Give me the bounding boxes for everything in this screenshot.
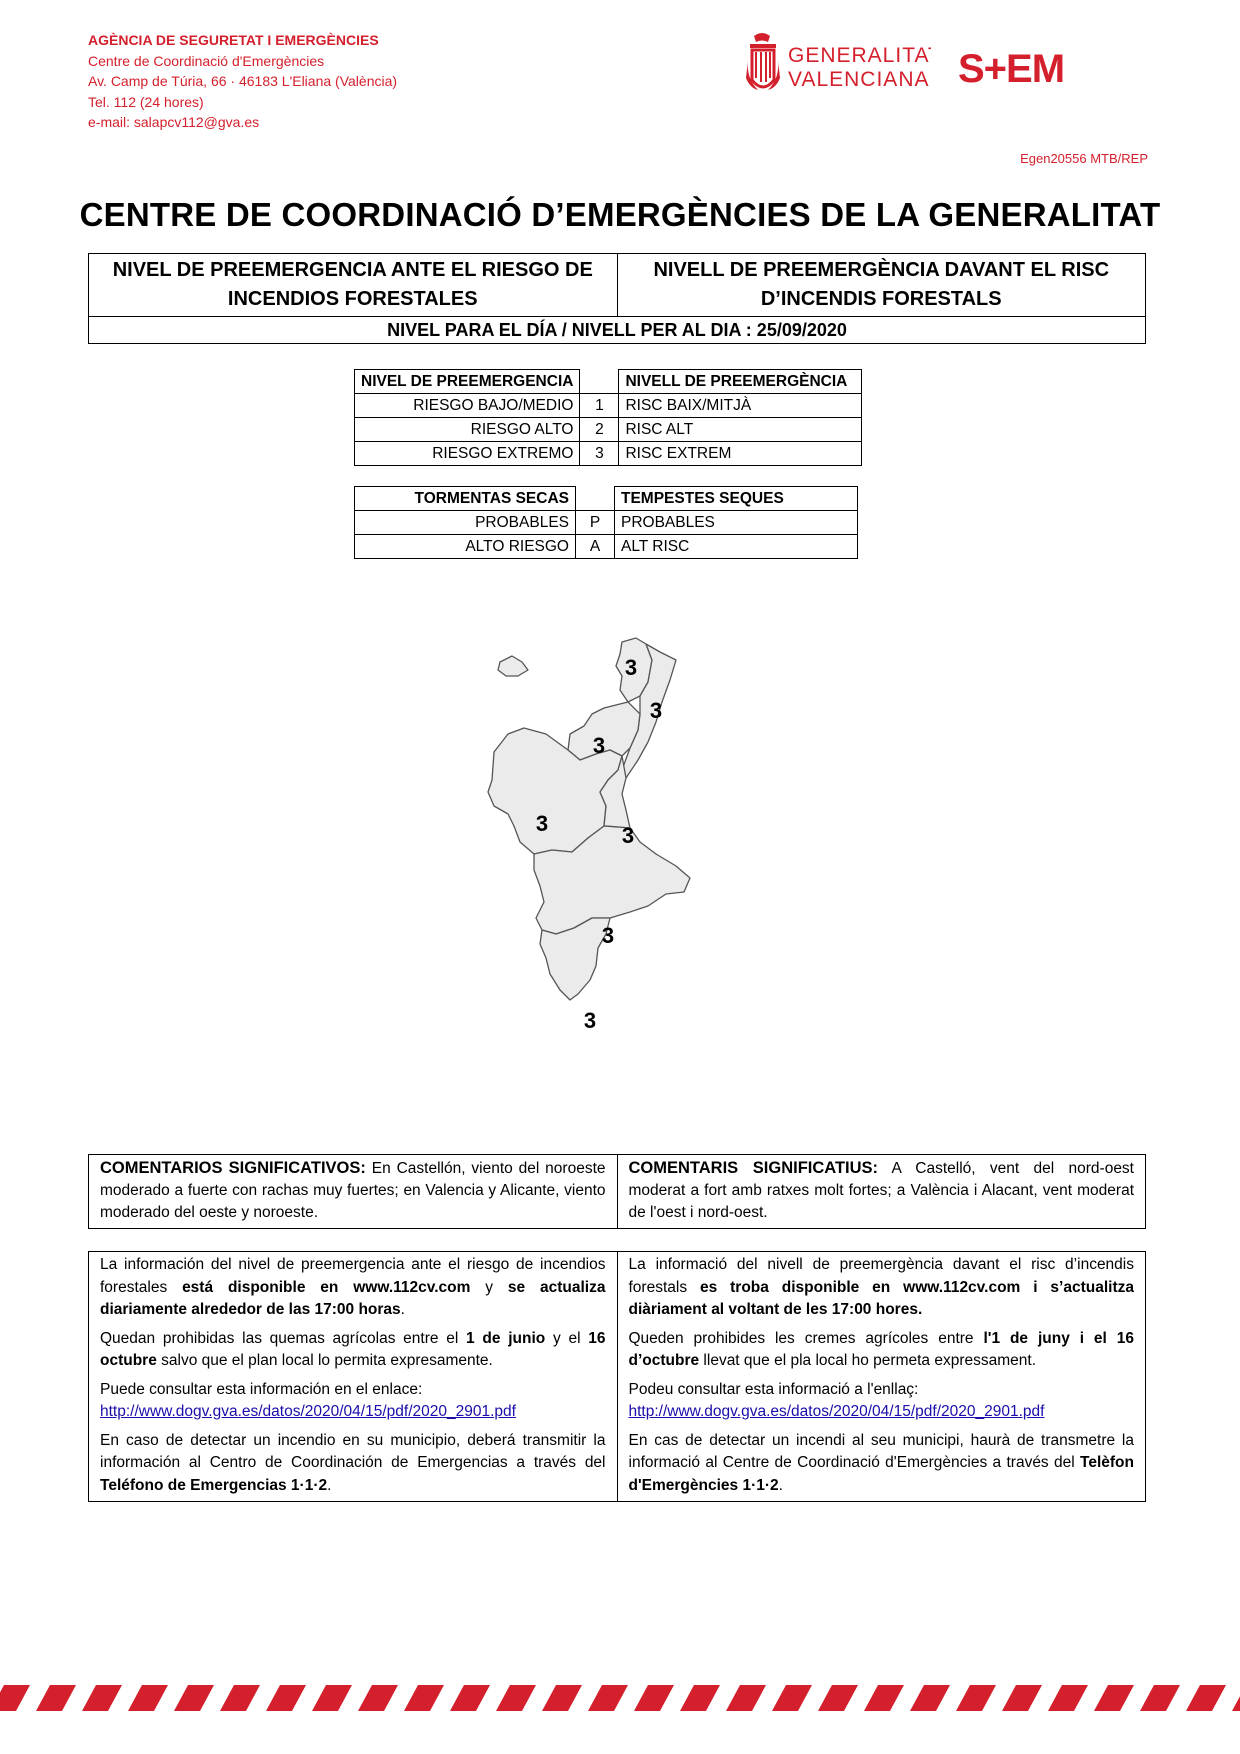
map-zone-1-level: 3	[624, 655, 638, 680]
dogv-link-es[interactable]: http://www.dogv.gva.es/datos/2020/04/15/pdf/2020_2901.pdf	[100, 1403, 516, 1420]
legend-level-row	[355, 442, 862, 466]
legend-level-va: RISC EXTREM	[619, 442, 862, 466]
footer-stripe	[220, 1685, 260, 1711]
header-es-line2: INCENDIOS FORESTALES	[227, 288, 478, 310]
comunitat-valenciana-zones-map	[480, 630, 720, 1080]
comments-va-heading: COMENTARIS SIGNIFICATIUS:	[628, 1159, 879, 1177]
footer-stripe	[1094, 1685, 1134, 1711]
legend-level-es: RIESGO ALTO	[355, 418, 580, 442]
comments-es-text: En Castellón, viento del noroeste moderado a fuerte con rachas muy fuertes; en Valencia y Alicante, viento moderado del oeste y noroeste.	[100, 1160, 606, 1221]
legend-level-va: RISC ALT	[619, 418, 862, 442]
header-es-line1: NIVEL DE PREEMERGENCIA ANTE EL RIESGO DE	[112, 259, 593, 281]
dogv-link-va[interactable]: http://www.dogv.gva.es/datos/2020/04/15/pdf/2020_2901.pdf	[628, 1403, 1045, 1420]
footer-stripe	[910, 1685, 950, 1711]
footer-stripe	[1232, 1685, 1240, 1711]
agency-email: e-mail: salapcv112@gva.es	[88, 114, 260, 130]
footer-stripe	[450, 1685, 490, 1711]
footer-stripe	[1186, 1685, 1226, 1711]
legend-storm-es: ALTO RIESGO	[355, 535, 576, 559]
legend-spacer	[580, 370, 619, 394]
footer-stripe	[82, 1685, 122, 1711]
legend-spacer	[576, 487, 615, 511]
legend-storm-row	[355, 511, 858, 535]
footer-stripe	[864, 1685, 904, 1711]
legend-storm-va: PROBABLES	[615, 511, 858, 535]
footer-stripe	[174, 1685, 214, 1711]
map-zone-7-level: 3	[583, 1008, 597, 1033]
footer-stripe	[1002, 1685, 1042, 1711]
footer-stripe	[128, 1685, 168, 1711]
preemergency-header-table	[88, 253, 1146, 344]
legend-storm-es: PROBABLES	[355, 511, 576, 535]
footer-stripe	[956, 1685, 996, 1711]
agency-phone: Tel. 112 (24 hores)	[88, 93, 204, 110]
header-va-line1: NIVELL DE PREEMERGÈNCIA DAVANT EL RISC	[653, 259, 1110, 281]
info-va-availability: La informació del nivell de preemergència davant el risc d’incendis forestals es troba disponible en www.112cv.com i s’actualitza diàriament al voltant de les 17:00 hores.	[628, 1256, 1134, 1318]
comments-va	[617, 1155, 1146, 1229]
comments-es	[89, 1155, 618, 1229]
comments-table	[88, 1154, 1146, 1229]
comments-va-text: A Castelló, vent del nord-oest moderat a fort amb ratxes molt fortes; a València i Alacant, vent moderat de l'oest i nord-oest.	[628, 1160, 1134, 1221]
legend-level-row	[355, 394, 862, 418]
legend-level-code: 1	[580, 394, 619, 418]
footer-stripe	[36, 1685, 76, 1711]
map-zone-2-level: 3	[649, 698, 663, 723]
legend-levels-header-va: NIVELL DE PREEMERGÈNCIA	[619, 370, 862, 394]
header-va-cell	[617, 254, 1146, 317]
info-va-burn-ban: Queden prohibides les cremes agrícoles entre l'1 de juny i el 16 d’octubre llevat que el pla local ho permeta expressament.	[628, 1329, 1134, 1369]
legend-level-es: RIESGO BAJO/MEDIO	[355, 394, 580, 418]
footer-stripes-decoration	[0, 1683, 1240, 1713]
footer-stripe	[634, 1685, 674, 1711]
legend-storms-header-va: TEMPESTES SEQUES	[615, 487, 858, 511]
info-es-burn-ban: Quedan prohibidas las quemas agrícolas entre el 1 de junio y el 16 octubre salvo que el plan local lo permita expresamente.	[100, 1329, 606, 1369]
footer-stripe	[1140, 1685, 1180, 1711]
info-es	[89, 1252, 618, 1502]
footer-stripe	[818, 1685, 858, 1711]
footer-stripe	[0, 1685, 30, 1711]
footer-stripe	[1048, 1685, 1088, 1711]
map-zone-5-level: 3	[621, 823, 635, 848]
agency-centre: Centre de Coordinació d'Emergències	[88, 52, 325, 69]
generalitat-valenciana-logo	[746, 30, 931, 110]
footer-stripe	[726, 1685, 766, 1711]
map-zone-6-level: 3	[601, 923, 615, 948]
page-title: CENTRE DE COORDINACIÓ D’EMERGÈNCIES DE LA GENERALITAT	[79, 196, 1161, 233]
header-va-line2: D’INCENDIS FORESTALS	[760, 288, 1002, 310]
level-date: NIVEL PARA EL DÍA / NIVELL PER AL DIA : 25/09/2020	[89, 317, 1146, 344]
legend-level-code: 3	[580, 442, 619, 466]
info-es-link-para: Puede consultar esta información en el enlace: http://www.dogv.gva.es/datos/2020/04/15/pdf/2020_2901.pdf	[100, 1380, 516, 1420]
legend-level-code: 2	[580, 418, 619, 442]
comments-es-heading: COMENTARIOS SIGNIFICATIVOS:	[100, 1159, 366, 1177]
agency-name: AGÈNCIA DE SEGURETAT I EMERGÈNCIES	[88, 32, 379, 48]
footer-stripe	[266, 1685, 306, 1711]
info-table	[88, 1251, 1146, 1502]
legend-level-es: RIESGO EXTREMO	[355, 442, 580, 466]
map-zone-ademuz	[498, 656, 528, 676]
info-va-link-para: Podeu consultar esta informació a l'enllaç: http://www.dogv.gva.es/datos/2020/04/15/pdf/2020_2901.pdf	[628, 1380, 1045, 1420]
footer-stripe	[542, 1685, 582, 1711]
legend-storms-header-es: TORMENTAS SECAS	[355, 487, 576, 511]
legend-level-va: RISC BAIX/MITJÀ	[619, 394, 862, 418]
footer-stripe	[680, 1685, 720, 1711]
gva-shield-icon	[746, 30, 931, 110]
info-va-report: En cas de detectar un incendi al seu municipi, haurà de transmetre la informació al Centre de Coordinació d'Emergències a través del Telèfon d'Emergències 1·1·2.	[628, 1431, 1134, 1494]
footer-stripe	[312, 1685, 352, 1711]
legend-levels-table	[354, 369, 862, 466]
footer-stripe	[358, 1685, 398, 1711]
agency-contact-block	[88, 30, 397, 133]
legend-storm-code: A	[576, 535, 615, 559]
footer-stripe	[772, 1685, 812, 1711]
legend-level-row	[355, 418, 862, 442]
footer-stripe	[588, 1685, 628, 1711]
footer-stripe	[496, 1685, 536, 1711]
document-reference: Egen20556 MTB/REP	[1020, 151, 1148, 166]
legend-storms-table	[354, 486, 858, 559]
agency-address: Av. Camp de Túria, 66 · 46183 L'Eliana (València)	[88, 73, 398, 89]
sem-logo: S+EM	[958, 47, 1065, 91]
footer-stripe	[404, 1685, 444, 1711]
legend-storm-va: ALT RISC	[615, 535, 858, 559]
legend-storm-row	[355, 535, 858, 559]
svg-text:GENERALITAT: GENERALITAT	[788, 44, 931, 67]
header-es-cell	[89, 254, 618, 317]
info-va	[617, 1252, 1146, 1502]
svg-text:VALENCIANA: VALENCIANA	[788, 68, 930, 91]
legend-storm-code: P	[576, 511, 615, 535]
info-es-report: En caso de detectar un incendio en su municipio, deberá transmitir la información al Centro de Coordinación de Emergencias a través del Teléfono de Emergencias 1·1·2.	[100, 1431, 606, 1494]
map-zone-4-level: 3	[535, 811, 549, 836]
info-es-availability: La información del nivel de preemergencia ante el riesgo de incendios forestales está disponible en www.112cv.com y se actualiza diariamente alrededor de las 17:00 horas.	[100, 1256, 606, 1318]
legend-levels-header-es: NIVEL DE PREEMERGENCIA	[355, 370, 580, 394]
map-zone-3-level: 3	[592, 733, 606, 758]
